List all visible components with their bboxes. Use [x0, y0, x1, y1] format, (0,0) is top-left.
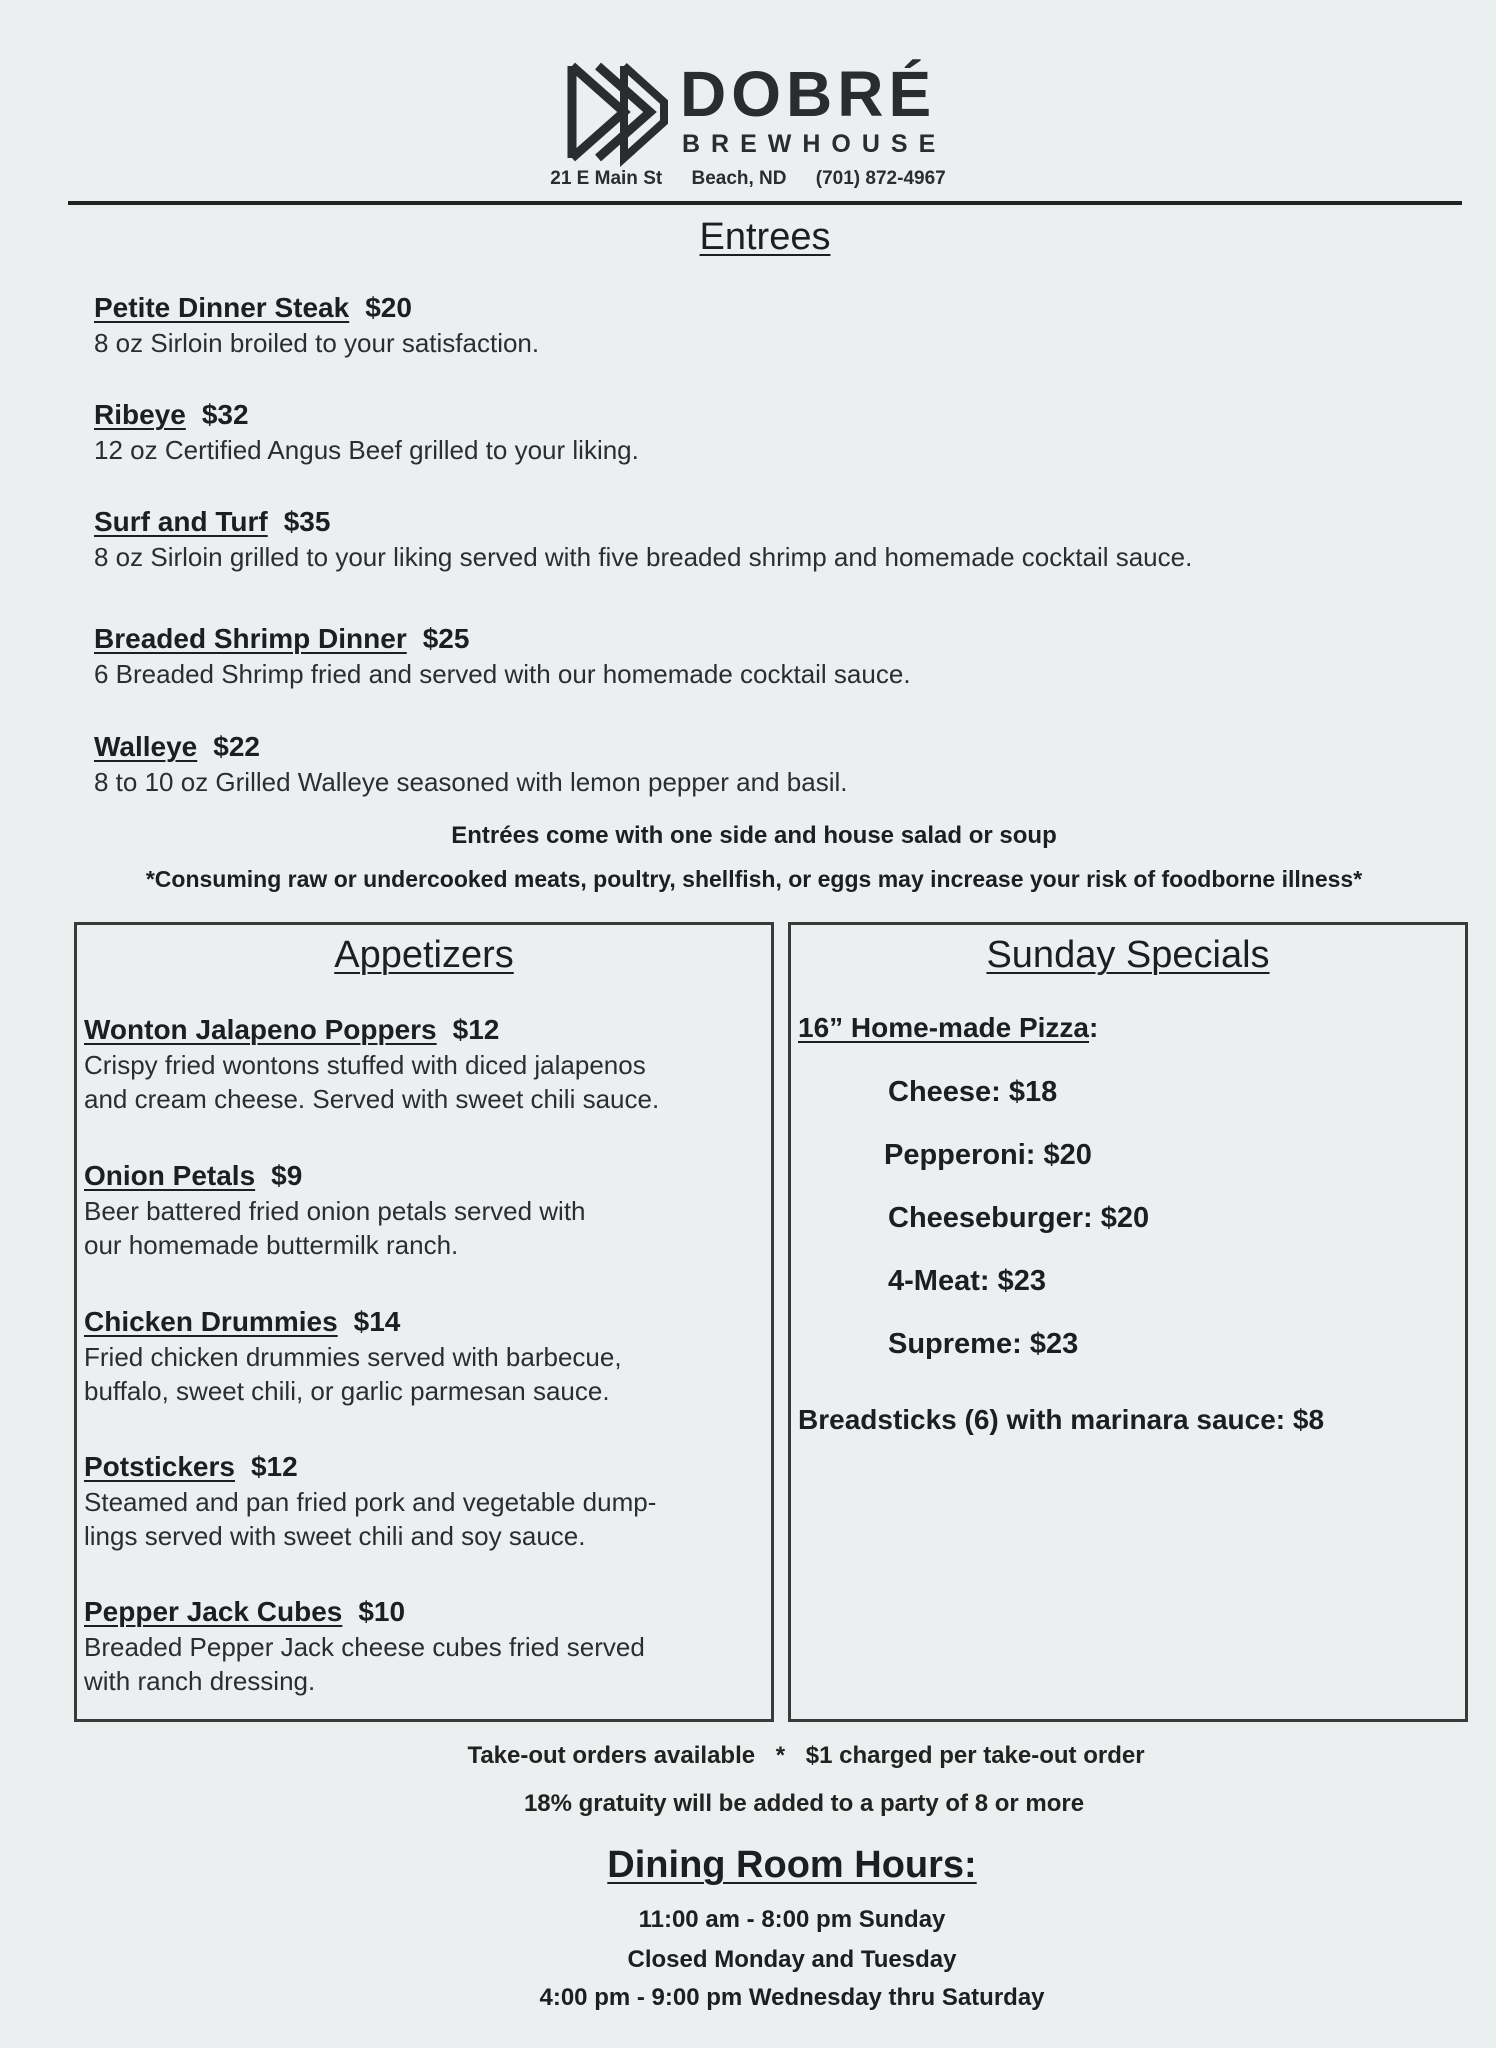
- entree-price: $32: [201, 399, 249, 430]
- entree-description: 8 oz Sirloin broiled to your satisfaction.: [94, 328, 540, 358]
- entree-item: [94, 290, 1394, 360]
- appetizer-name: Onion Petals: [84, 1160, 256, 1191]
- appetizer-price: $12: [250, 1451, 298, 1482]
- phone-number[interactable]: (701) 872-4967: [815, 168, 946, 189]
- entree-price: $22: [213, 731, 260, 762]
- dining-hours-title: Dining Room Hours:: [607, 1844, 977, 1886]
- appetizer-description: lings served with sweet chili and soy sauce.: [84, 1521, 586, 1551]
- pizza-option: Supreme: $23: [888, 1328, 1079, 1360]
- brand-name: DOBRÉ: [680, 58, 937, 130]
- appetizer-price: $10: [358, 1596, 406, 1627]
- entree-description: 6 Breaded Shrimp fried and served with our homemade cocktail sauce.: [94, 659, 911, 689]
- takeout-line: [58, 1742, 1496, 1770]
- food-safety-warning: *Consuming raw or undercooked meats, poultry, shellfish, or eggs may increase your risk of foodborne illness*: [145, 866, 1363, 892]
- entree-item: [94, 397, 1394, 467]
- appetizer-description: with ranch dressing.: [84, 1666, 316, 1696]
- takeout-charge: $1 charged per take-out order: [805, 1742, 1145, 1769]
- appetizer-price: $12: [452, 1014, 500, 1045]
- appetizer-item: [84, 1594, 744, 1698]
- entree-name: Walleye: [94, 731, 198, 762]
- entree-price: $25: [422, 623, 470, 654]
- entree-name: Ribeye: [94, 399, 186, 430]
- address-line: [0, 168, 1496, 190]
- appetizer-name: Potstickers: [84, 1451, 235, 1482]
- appetizer-description: Beer battered fried onion petals served with: [84, 1196, 586, 1226]
- brand-subtitle: BREWHOUSE: [682, 130, 947, 158]
- takeout-available: Take-out orders available: [467, 1742, 756, 1769]
- entrees-title: Entrees: [699, 216, 831, 258]
- hours-weekdays: 4:00 pm - 9:00 pm Wednesday thru Saturday: [539, 1984, 1045, 2011]
- appetizer-description: our homemade buttermilk ranch.: [84, 1230, 459, 1260]
- entree-item: [94, 504, 1394, 574]
- brand-logo: [564, 56, 964, 176]
- pizza-heading-text: 16” Home-made Pizza: [798, 1012, 1089, 1043]
- entree-description: 8 oz Sirloin grilled to your liking served with five breaded shrimp and homemade cocktail sauce.: [94, 542, 1193, 572]
- entree-description: 8 to 10 oz Grilled Walleye seasoned with lemon pepper and basil.: [94, 767, 848, 797]
- pizza-heading: [798, 1012, 1098, 1044]
- appetizer-description: Fried chicken drummies served with barbecue,: [84, 1342, 622, 1372]
- appetizer-item: [84, 1304, 744, 1408]
- appetizer-description: buffalo, sweet chili, or garlic parmesan sauce.: [84, 1376, 610, 1406]
- pizza-option: Cheeseburger: $20: [888, 1202, 1150, 1234]
- gratuity-note: 18% gratuity will be added to a party of 8 or more: [523, 1790, 1085, 1817]
- pizza-option: 4-Meat: $23: [888, 1265, 1046, 1297]
- appetizer-description: Steamed and pan fried pork and vegetable dump-: [84, 1487, 657, 1517]
- appetizers-title: Appetizers: [334, 934, 514, 976]
- appetizer-name: Pepper Jack Cubes: [84, 1596, 343, 1627]
- entree-price: $35: [283, 506, 331, 537]
- pizza-option: Pepperoni: $20: [884, 1139, 1092, 1171]
- appetizer-item: [84, 1158, 744, 1262]
- hours-closed: Closed Monday and Tuesday: [627, 1946, 957, 1973]
- appetizer-description: Crispy fried wontons stuffed with diced jalapenos: [84, 1050, 646, 1080]
- appetizer-price: $14: [353, 1306, 401, 1337]
- pizza-option: Cheese: $18: [888, 1076, 1058, 1108]
- entree-name: Petite Dinner Steak: [94, 292, 350, 323]
- appetizer-description: Breaded Pepper Jack cheese cubes fried served: [84, 1632, 645, 1662]
- entree-item: [94, 621, 1394, 691]
- pizza-heading-colon: :: [1089, 1012, 1099, 1043]
- street-address: 21 E Main St: [550, 168, 663, 189]
- entree-name: Surf and Turf: [94, 506, 268, 537]
- entree-price: $20: [365, 292, 412, 323]
- entree-item: [94, 729, 1394, 799]
- sides-note: Entrées come with one side and house salad or soup: [451, 822, 1057, 849]
- sunday-specials-title: Sunday Specials: [986, 934, 1270, 976]
- entree-description: 12 oz Certified Angus Beef grilled to your liking.: [94, 435, 639, 465]
- appetizer-description: and cream cheese. Served with sweet chili sauce.: [84, 1084, 660, 1114]
- breadsticks-item: Breadsticks (6) with marinara sauce: $8: [798, 1404, 1325, 1435]
- appetizer-name: Chicken Drummies: [84, 1306, 338, 1337]
- logo-mark-icon: [564, 56, 674, 168]
- appetizer-price: $9: [271, 1160, 303, 1191]
- city: Beach, ND: [691, 168, 787, 189]
- appetizer-item: [84, 1449, 744, 1553]
- appetizer-name: Wonton Jalapeno Poppers: [84, 1014, 437, 1045]
- takeout-separator: *: [775, 1742, 786, 1769]
- header-divider: [68, 201, 1462, 205]
- hours-sunday: 11:00 am - 8:00 pm Sunday: [638, 1906, 946, 1933]
- entree-name: Breaded Shrimp Dinner: [94, 623, 407, 654]
- appetizer-item: [84, 1012, 744, 1116]
